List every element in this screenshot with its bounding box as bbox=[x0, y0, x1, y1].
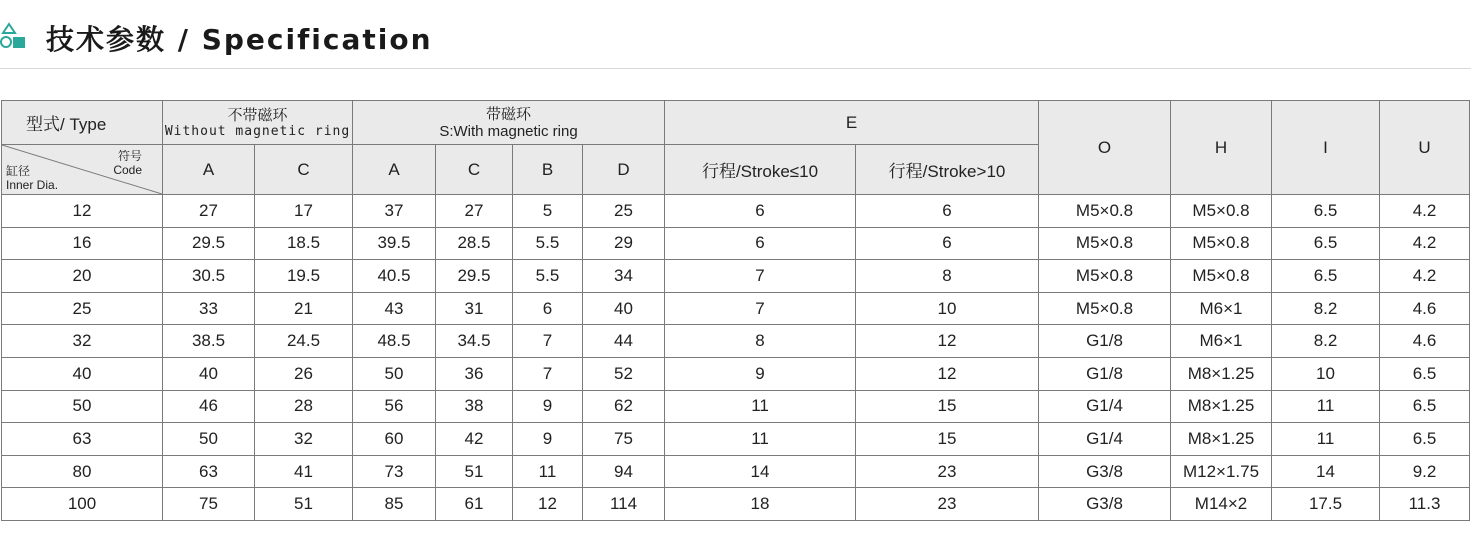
table-cell: 19.5 bbox=[255, 260, 353, 293]
table-cell: 8.2 bbox=[1272, 292, 1380, 325]
table-cell: 12 bbox=[856, 325, 1039, 358]
table-cell: 44 bbox=[583, 325, 665, 358]
with-ring-header bbox=[353, 101, 665, 145]
table-row bbox=[2, 455, 1470, 488]
table-cell: 43 bbox=[353, 292, 436, 325]
without-ring-header bbox=[163, 101, 353, 145]
table-cell: 18 bbox=[665, 488, 856, 521]
with-ring-cn: 带磁环 bbox=[486, 105, 532, 123]
triangle-circle-square-icon bbox=[0, 22, 28, 50]
table-cell: M5×0.8 bbox=[1039, 260, 1171, 293]
table-cell: 60 bbox=[353, 423, 436, 456]
o-header: O bbox=[1039, 101, 1171, 195]
table-cell: 11 bbox=[665, 390, 856, 423]
table-cell: 34.5 bbox=[436, 325, 513, 358]
col-without-c: C bbox=[255, 145, 353, 195]
table-cell: 11.3 bbox=[1380, 488, 1470, 521]
table-cell: G1/8 bbox=[1039, 357, 1171, 390]
table-cell: 28 bbox=[255, 390, 353, 423]
table-cell: 40 bbox=[163, 357, 255, 390]
table-row bbox=[2, 325, 1470, 358]
table-cell: 31 bbox=[436, 292, 513, 325]
table-cell: 62 bbox=[583, 390, 665, 423]
table-cell: 9 bbox=[665, 357, 856, 390]
table-cell: G1/4 bbox=[1039, 390, 1171, 423]
table-cell: 56 bbox=[353, 390, 436, 423]
table-cell: 29.5 bbox=[436, 260, 513, 293]
table-cell: 25 bbox=[2, 292, 163, 325]
table-cell: 38.5 bbox=[163, 325, 255, 358]
table-cell: 6 bbox=[513, 292, 583, 325]
table-cell: 61 bbox=[436, 488, 513, 521]
table-cell: M12×1.75 bbox=[1171, 455, 1272, 488]
table-cell: 9.2 bbox=[1380, 455, 1470, 488]
code-label-cn: 符号 bbox=[117, 149, 142, 163]
table-cell: 6.5 bbox=[1380, 423, 1470, 456]
table-cell: 75 bbox=[163, 488, 255, 521]
table-row bbox=[2, 227, 1470, 260]
table-cell: 50 bbox=[2, 390, 163, 423]
h-header: H bbox=[1171, 101, 1272, 195]
table-cell: 11 bbox=[513, 455, 583, 488]
table-cell: 15 bbox=[856, 390, 1039, 423]
table-cell: 11 bbox=[665, 423, 856, 456]
table-cell: 73 bbox=[353, 455, 436, 488]
table-cell: 14 bbox=[665, 455, 856, 488]
diameter-label bbox=[6, 164, 58, 192]
table-cell: 23 bbox=[856, 488, 1039, 521]
table-cell: 85 bbox=[353, 488, 436, 521]
table-cell: 29 bbox=[583, 227, 665, 260]
table-cell: 5 bbox=[513, 195, 583, 228]
table-cell: M8×1.25 bbox=[1171, 357, 1272, 390]
table-row bbox=[2, 390, 1470, 423]
table-cell: 4.2 bbox=[1380, 227, 1470, 260]
table-cell: 38 bbox=[436, 390, 513, 423]
diameter-label-cn: 缸径 bbox=[6, 164, 31, 178]
table-cell: 6.5 bbox=[1380, 357, 1470, 390]
table-cell: 39.5 bbox=[353, 227, 436, 260]
table-cell: 29.5 bbox=[163, 227, 255, 260]
table-cell: 26 bbox=[255, 357, 353, 390]
table-cell: 50 bbox=[163, 423, 255, 456]
table-cell: 32 bbox=[255, 423, 353, 456]
table-cell: 21 bbox=[255, 292, 353, 325]
table-cell: 17 bbox=[255, 195, 353, 228]
table-cell: 5.5 bbox=[513, 260, 583, 293]
table-cell: 6.5 bbox=[1380, 390, 1470, 423]
table-cell: 27 bbox=[163, 195, 255, 228]
table-cell: 6.5 bbox=[1272, 195, 1380, 228]
table-cell: M5×0.8 bbox=[1171, 195, 1272, 228]
table-cell: 63 bbox=[163, 455, 255, 488]
table-cell: M5×0.8 bbox=[1039, 292, 1171, 325]
table-cell: 40.5 bbox=[353, 260, 436, 293]
table-row bbox=[2, 423, 1470, 456]
table-cell: 7 bbox=[513, 325, 583, 358]
without-ring-cn: 不带磁环 bbox=[227, 106, 288, 124]
table-cell: 17.5 bbox=[1272, 488, 1380, 521]
table-cell: 14 bbox=[1272, 455, 1380, 488]
specification-table bbox=[1, 100, 1470, 521]
col-stroke-le-10: 行程/Stroke≤10 bbox=[665, 145, 856, 195]
table-cell: 8.2 bbox=[1272, 325, 1380, 358]
u-header: U bbox=[1380, 101, 1470, 195]
table-cell: 12 bbox=[513, 488, 583, 521]
table-cell: 10 bbox=[1272, 357, 1380, 390]
table-cell: M8×1.25 bbox=[1171, 423, 1272, 456]
table-cell: 33 bbox=[163, 292, 255, 325]
col-with-a: A bbox=[353, 145, 436, 195]
col-without-a: A bbox=[163, 145, 255, 195]
table-cell: M5×0.8 bbox=[1171, 227, 1272, 260]
table-cell: 25 bbox=[583, 195, 665, 228]
table-cell: 9 bbox=[513, 423, 583, 456]
table-row bbox=[2, 488, 1470, 521]
table-cell: M14×2 bbox=[1171, 488, 1272, 521]
table-cell: M6×1 bbox=[1171, 292, 1272, 325]
table-cell: 94 bbox=[583, 455, 665, 488]
without-ring-en: Without magnetic ring bbox=[164, 123, 351, 139]
table-row bbox=[2, 357, 1470, 390]
table-cell: 7 bbox=[513, 357, 583, 390]
table-cell: 34 bbox=[583, 260, 665, 293]
table-cell: 6 bbox=[856, 195, 1039, 228]
page-title: 技术参数 / Specification bbox=[46, 23, 433, 56]
table-cell: 52 bbox=[583, 357, 665, 390]
table-cell: 11 bbox=[1272, 390, 1380, 423]
code-label-en: Code bbox=[113, 163, 142, 177]
table-cell: 11 bbox=[1272, 423, 1380, 456]
table-cell: G1/8 bbox=[1039, 325, 1171, 358]
table-body bbox=[2, 195, 1470, 521]
table-cell: 28.5 bbox=[436, 227, 513, 260]
table-cell: 23 bbox=[856, 455, 1039, 488]
table-cell: 4.6 bbox=[1380, 292, 1470, 325]
table-cell: 7 bbox=[665, 292, 856, 325]
table-cell: 32 bbox=[2, 325, 163, 358]
table-cell: 8 bbox=[665, 325, 856, 358]
table-cell: 30.5 bbox=[163, 260, 255, 293]
table-cell: 6 bbox=[665, 227, 856, 260]
e-header: E bbox=[665, 101, 1039, 145]
table-cell: 9 bbox=[513, 390, 583, 423]
table-cell: 7 bbox=[665, 260, 856, 293]
col-with-b: B bbox=[513, 145, 583, 195]
table-cell: M5×0.8 bbox=[1171, 260, 1272, 293]
col-stroke-gt-10: 行程/Stroke>10 bbox=[856, 145, 1039, 195]
diameter-label-en: Inner Dia. bbox=[6, 178, 59, 192]
table-cell: 50 bbox=[353, 357, 436, 390]
table-cell: 100 bbox=[2, 488, 163, 521]
table-cell: G1/4 bbox=[1039, 423, 1171, 456]
table-row bbox=[2, 260, 1470, 293]
title-bar bbox=[0, 0, 1471, 70]
table-cell: 75 bbox=[583, 423, 665, 456]
table-cell: 40 bbox=[2, 357, 163, 390]
table-cell: M8×1.25 bbox=[1171, 390, 1272, 423]
table-cell: 5.5 bbox=[513, 227, 583, 260]
i-header: I bbox=[1272, 101, 1380, 195]
table-cell: 6 bbox=[856, 227, 1039, 260]
table-cell: 20 bbox=[2, 260, 163, 293]
table-cell: 4.2 bbox=[1380, 260, 1470, 293]
table-cell: 51 bbox=[255, 488, 353, 521]
table-cell: 6.5 bbox=[1272, 260, 1380, 293]
table-cell: 114 bbox=[583, 488, 665, 521]
table-row bbox=[2, 292, 1470, 325]
col-with-d: D bbox=[583, 145, 665, 195]
table-cell: 63 bbox=[2, 423, 163, 456]
table-cell: 16 bbox=[2, 227, 163, 260]
table-cell: 6.5 bbox=[1272, 227, 1380, 260]
table-cell: 80 bbox=[2, 455, 163, 488]
table-cell: 8 bbox=[856, 260, 1039, 293]
with-ring-en: S:With magnetic ring bbox=[439, 122, 578, 140]
code-diameter-corner bbox=[2, 145, 163, 195]
table-cell: 36 bbox=[436, 357, 513, 390]
table-cell: 12 bbox=[2, 195, 163, 228]
table-cell: 48.5 bbox=[353, 325, 436, 358]
table-cell: 18.5 bbox=[255, 227, 353, 260]
table-cell: 4.2 bbox=[1380, 195, 1470, 228]
table-cell: 6 bbox=[665, 195, 856, 228]
table-cell: 12 bbox=[856, 357, 1039, 390]
table-cell: 37 bbox=[353, 195, 436, 228]
code-label bbox=[113, 149, 142, 177]
table-cell: 40 bbox=[583, 292, 665, 325]
title-divider bbox=[0, 68, 1471, 69]
table-cell: 41 bbox=[255, 455, 353, 488]
table-cell: 24.5 bbox=[255, 325, 353, 358]
table-cell: M6×1 bbox=[1171, 325, 1272, 358]
table-cell: M5×0.8 bbox=[1039, 227, 1171, 260]
table-cell: G3/8 bbox=[1039, 455, 1171, 488]
type-header: 型式/ Type bbox=[2, 101, 163, 145]
table-row bbox=[2, 195, 1470, 228]
table-cell: 51 bbox=[436, 455, 513, 488]
table-cell: 4.6 bbox=[1380, 325, 1470, 358]
table-cell: M5×0.8 bbox=[1039, 195, 1171, 228]
table-cell: G3/8 bbox=[1039, 488, 1171, 521]
table-cell: 46 bbox=[163, 390, 255, 423]
table-cell: 15 bbox=[856, 423, 1039, 456]
table-cell: 27 bbox=[436, 195, 513, 228]
col-with-c: C bbox=[436, 145, 513, 195]
table-cell: 42 bbox=[436, 423, 513, 456]
table-cell: 10 bbox=[856, 292, 1039, 325]
